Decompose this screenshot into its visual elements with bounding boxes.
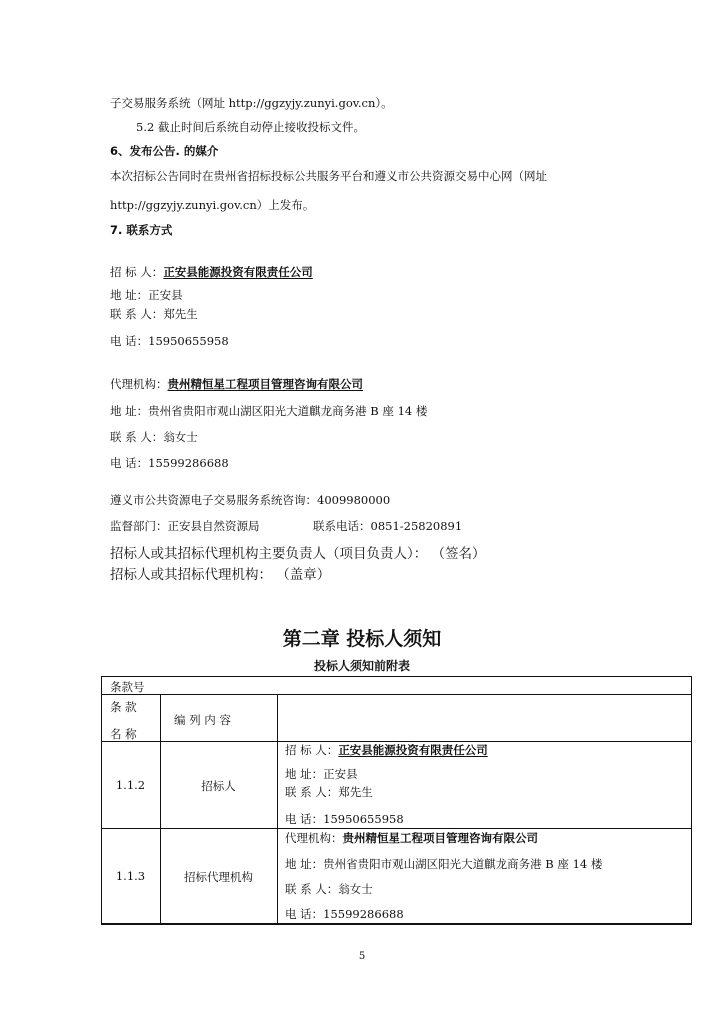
section6-title: 6、发布公告. 的媒介 <box>110 144 219 158</box>
table-border-right <box>691 676 692 924</box>
agent-address: 贵州省贵阳市观山湖区阳光大道麒龙商务港 B 座 14 楼 <box>148 404 428 418</box>
agent-phone-line <box>110 455 229 471</box>
section7-title: 7. 联系方式 <box>110 223 173 237</box>
page-number: 5 <box>358 951 366 962</box>
row-1-label: 招 标 人： <box>285 743 339 757</box>
sign-line-2: 招标人或其招标代理机构： （盖章） <box>110 567 331 583</box>
table-border-bottom <box>101 923 692 925</box>
tenderer-label: 招 标 人： <box>110 265 164 279</box>
row-1-line-4: 电 话：15950655958 <box>285 812 404 826</box>
agent-address-label: 地 址： <box>110 404 149 418</box>
table-border-header <box>101 694 692 695</box>
tenderer-contact: 郑先生 <box>163 307 198 321</box>
header-clause-no: 条款号 <box>110 680 145 694</box>
tenderer-phone-line <box>110 333 229 349</box>
agent-contact: 翁女士 <box>163 430 198 444</box>
row-2-value: 贵州精恒星工程项目管理咨询有限公司 <box>342 831 538 845</box>
table-divider-1 <box>160 694 161 924</box>
row-2-line-2: 地 址：贵州省贵阳市观山湖区阳光大道麒龙商务港 B 座 14 楼 <box>285 857 603 871</box>
agent-phone-label: 电 话： <box>110 456 149 470</box>
supervisor-line: 监督部门：正安县自然资源局 <box>110 519 260 533</box>
row-1-line-1 <box>285 742 488 758</box>
section6-text-2: http://ggzyjy.zunyi.gov.cn）上发布。 <box>110 198 315 212</box>
header-clause-top: 条 款 <box>110 700 137 714</box>
tenderer-line <box>110 264 313 280</box>
row-2-name: 招标代理机构 <box>184 870 253 884</box>
tenderer-contact-label: 联 系 人： <box>110 307 164 321</box>
tenderer-phone-label: 电 话： <box>110 334 149 348</box>
row-1-line-3: 联 系 人：郑先生 <box>285 785 373 799</box>
header-clause-bottom: 名 称 <box>110 727 137 741</box>
tenderer-address-line <box>110 287 183 303</box>
agent-address-line <box>110 403 427 419</box>
table-divider-2 <box>277 694 278 924</box>
chapter-subtitle: 投标人须知前附表 <box>313 659 410 673</box>
row-2-no: 1.1.3 <box>115 869 146 883</box>
chapter-title: 第二章 投标人须知 <box>282 628 442 650</box>
tenderer-phone: 15950655958 <box>148 334 229 348</box>
consult-line: 遵义市公共资源电子交易服务系统咨询：4009980000 <box>110 493 391 507</box>
row-2-line-1 <box>285 830 538 846</box>
row-2-line-3: 联 系 人：翁女士 <box>285 882 373 896</box>
supervisor-phone: 联系电话：0851-25820891 <box>313 519 463 533</box>
row-2-line-4: 电 话：15599286688 <box>285 907 404 921</box>
header-content: 编 列 内 容 <box>174 713 231 727</box>
row-1-line-2: 地 址：正安县 <box>285 767 358 781</box>
table-border-top <box>101 676 692 677</box>
tenderer-contact-line <box>110 306 198 322</box>
row-1-name: 招标人 <box>201 779 236 793</box>
tenderer-name: 正安县能源投资有限责任公司 <box>163 265 313 279</box>
table-border-left <box>101 676 102 924</box>
sign-line-1: 招标人或其招标代理机构主要负责人（项目负责人）： （签名） <box>110 546 486 562</box>
row-1-value: 正安县能源投资有限责任公司 <box>338 743 488 757</box>
url-line: 子交易服务系统（网址 http://ggzyjy.zunyi.gov.cn）。 <box>110 96 393 110</box>
agent-phone: 15599286688 <box>148 456 229 470</box>
agent-label: 代理机构： <box>110 377 168 391</box>
row-2-label: 代理机构： <box>285 831 343 845</box>
tenderer-address: 正安县 <box>148 288 183 302</box>
agent-line <box>110 376 363 392</box>
row-1-no: 1.1.2 <box>115 778 146 792</box>
table-border-row2 <box>101 828 692 829</box>
section6-text-1: 本次招标公告同时在贵州省招标投标公共服务平台和遵义市公共资源交易中心网（网址 <box>110 169 547 183</box>
tenderer-address-label: 地 址： <box>110 288 149 302</box>
agent-name: 贵州精恒星工程项目管理咨询有限公司 <box>167 377 363 391</box>
agent-contact-line <box>110 429 198 445</box>
agent-contact-label: 联 系 人： <box>110 430 164 444</box>
deadline-note: 5.2 截止时间后系统自动停止接收投标文件。 <box>136 120 365 134</box>
